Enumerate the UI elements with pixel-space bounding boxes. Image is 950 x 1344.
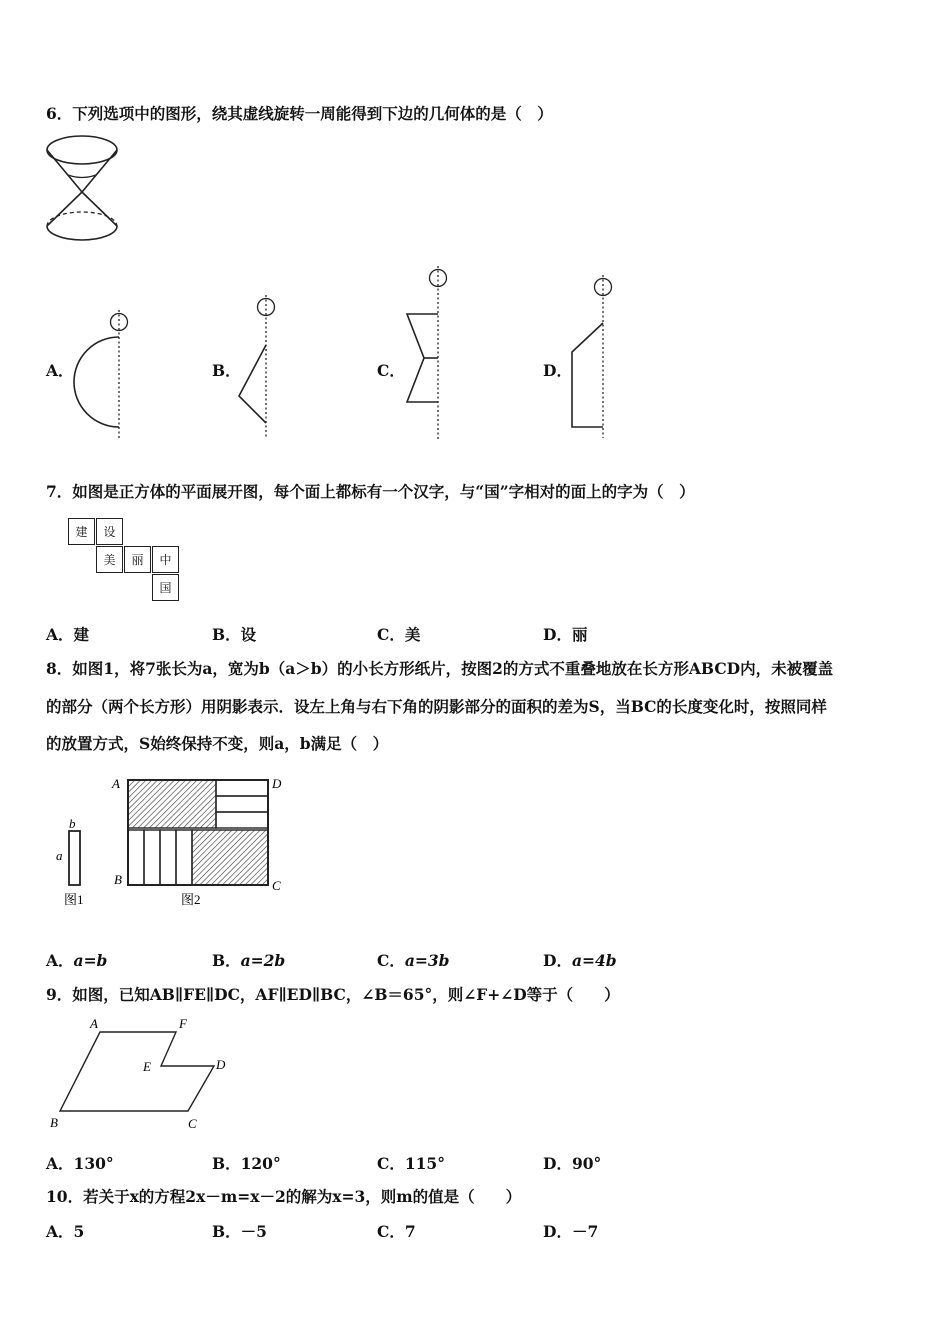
q8-fig2-caption: 图2 [181, 892, 201, 907]
q10-option-a-text: 5 [73, 1222, 85, 1241]
q8-option-a-text: a=b [73, 951, 108, 970]
q10-option-b[interactable] [212, 1220, 267, 1242]
q9-option-b-text: 120° [240, 1154, 281, 1173]
q9-option-d[interactable] [543, 1152, 601, 1174]
q10-option-b-text: －5 [240, 1222, 267, 1241]
q10-option-d[interactable] [543, 1220, 598, 1242]
q7-stem: 7．如图是正方体的平面展开图，每个面上都标有一个汉字，与“国”字相对的面上的字为（ ） [46, 482, 695, 501]
q7-option-a-label: A． [46, 625, 74, 644]
q8-stem-line1: 8．如图1，将7张长为a，宽为b（a＞b）的小长方形纸片，按图2的方式不重叠地放在长方形ABCD内，未被覆盖 [46, 659, 834, 678]
q9-option-a[interactable] [46, 1152, 114, 1174]
q7-cube-net [68, 518, 188, 608]
q9-option-c[interactable] [377, 1152, 445, 1174]
q7-option-b-text: 设 [240, 625, 257, 644]
q10-option-c[interactable] [377, 1220, 416, 1242]
q9-figure [46, 1013, 246, 1138]
q6-stem: 6．下列选项中的图形，绕其虚线旋转一周能得到下边的几何体的是（ ） [46, 104, 553, 123]
q6-option-b-figure[interactable] [230, 295, 290, 440]
q9-option-b-label: B． [212, 1154, 241, 1173]
q8-label-D: D [272, 776, 282, 791]
q9-option-c-text: 115° [404, 1154, 445, 1173]
q8-option-b-text: a=2b [240, 951, 286, 970]
q9-option-a-label: A． [46, 1154, 74, 1173]
q7-option-a[interactable] [46, 623, 89, 645]
q9-option-a-text: 130° [73, 1154, 114, 1173]
q10-option-d-label: D． [543, 1222, 572, 1241]
q10-option-c-label: C． [377, 1222, 405, 1241]
q8-option-c-text: a=3b [404, 951, 450, 970]
q8-option-d[interactable] [543, 949, 617, 971]
q9-label-D: D [216, 1057, 226, 1072]
q10-stem: 10．若关于x的方程2x－m=x－2的解为x=3，则m的值是（ ） [46, 1187, 522, 1206]
q7-option-d[interactable] [543, 623, 587, 645]
net-face-zhong: 中 [152, 546, 179, 573]
q6-option-a-figure[interactable] [70, 310, 140, 440]
q7-option-c-label: C． [377, 625, 405, 644]
q9-stem: 9．如图，已知AB∥FE∥DC，AF∥ED∥BC，∠B＝65°，则∠F+∠D等于（ ） [46, 985, 620, 1004]
q7-option-c[interactable] [377, 623, 420, 645]
q7-option-b[interactable] [212, 623, 256, 645]
net-face-jian: 建 [68, 518, 95, 545]
q9-label-C: C [188, 1116, 197, 1131]
q9-option-d-label: D． [543, 1154, 572, 1173]
q9-label-F: F [179, 1016, 187, 1031]
q10-option-a-label: A． [46, 1222, 74, 1241]
q9-label-B: B [50, 1115, 58, 1130]
q6-option-a-label: A． [46, 361, 74, 380]
q10-option-b-label: B． [212, 1222, 241, 1241]
q7-option-b-label: B． [212, 625, 241, 644]
net-face-mei: 美 [96, 546, 123, 573]
q8-figures [52, 772, 297, 912]
q9-option-b[interactable] [212, 1152, 281, 1174]
q7-option-d-label: D． [543, 625, 572, 644]
q6-option-c-label: C． [377, 361, 405, 380]
q8-label-b: b [69, 816, 76, 831]
q8-option-b[interactable] [212, 949, 285, 971]
q8-option-d-label: D． [543, 951, 572, 970]
q8-option-d-text: a=4b [571, 951, 617, 970]
q8-option-a[interactable] [46, 949, 107, 971]
q10-option-d-text: －7 [571, 1222, 599, 1241]
q8-option-c[interactable] [377, 949, 450, 971]
q6-option-d-figure[interactable] [565, 275, 625, 440]
q8-fig1-caption: 图1 [64, 892, 84, 907]
q10-option-c-text: 7 [404, 1222, 416, 1241]
q8-label-B: B [114, 872, 122, 887]
q6-option-d-label: D． [543, 361, 572, 380]
q9-option-d-text: 90° [571, 1154, 602, 1173]
q6-option-c-figure[interactable] [400, 266, 460, 441]
q9-label-A: A [90, 1016, 98, 1031]
q8-stem-line3: 的放置方式，S始终保持不变，则a，b满足（ ） [46, 734, 389, 753]
q8-label-a: a [56, 848, 63, 863]
net-face-li: 丽 [124, 546, 151, 573]
q7-option-a-text: 建 [73, 625, 90, 644]
q8-label-A: A [112, 776, 120, 791]
q8-label-C: C [272, 878, 281, 893]
q8-option-a-label: A． [46, 951, 74, 970]
q7-option-d-text: 丽 [571, 625, 588, 644]
q8-option-b-label: B． [212, 951, 241, 970]
q9-option-c-label: C． [377, 1154, 405, 1173]
q7-option-c-text: 美 [404, 625, 421, 644]
q6-option-b-label: B． [212, 361, 241, 380]
q6-double-cone-figure [40, 130, 130, 245]
q8-option-c-label: C． [377, 951, 405, 970]
q8-stem-line2: 的部分（两个长方形）用阴影表示．设左上角与右下角的阴影部分的面积的差为S，当BC的长度变化时，按照同样 [46, 697, 827, 716]
net-face-guo: 国 [152, 574, 179, 601]
q9-label-E: E [143, 1059, 151, 1074]
q10-option-a[interactable] [46, 1220, 84, 1242]
net-face-she: 设 [96, 518, 123, 545]
